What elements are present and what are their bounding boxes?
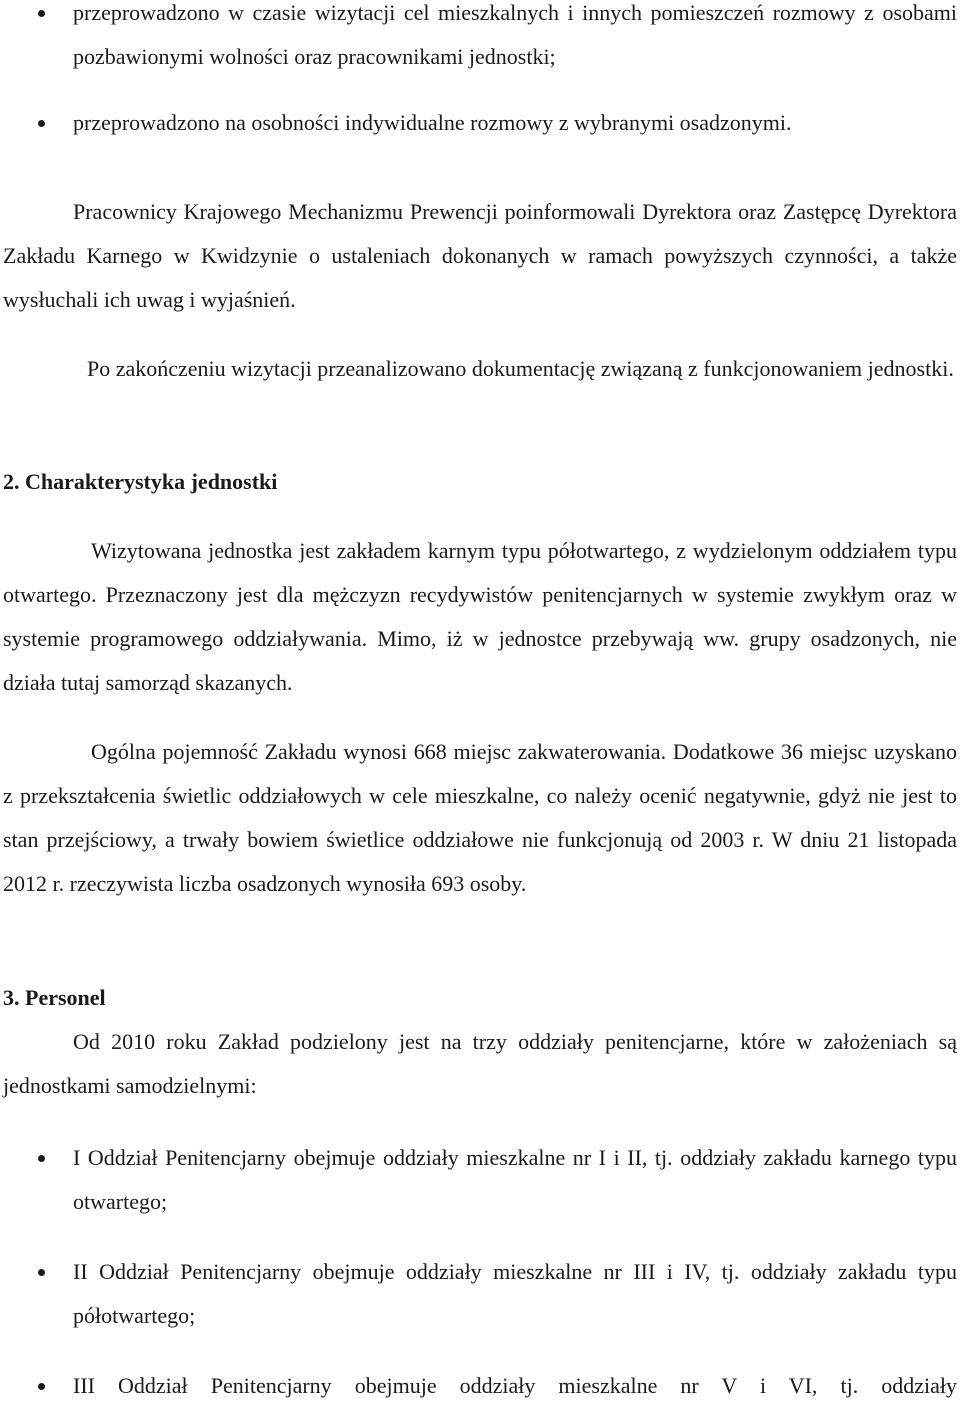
bullet-item: III Oddział Penitencjarny obejmuje oddziały mieszkalne nr V i VI, tj. oddziały (73, 1373, 957, 1398)
bullet-item: przeprowadzono na osobności indywidualne rozmowy z wybranymi osadzonymi. (73, 110, 792, 135)
bullet-item: I Oddział Penitencjarny obejmuje oddziały mieszkalne nr I i II, tj. oddziały zakładu karnego typu otwartego; (73, 1145, 957, 1214)
paragraph (3, 730, 957, 906)
bullet-marker (38, 1155, 45, 1162)
bullet-marker (38, 1383, 45, 1390)
paragraph (3, 1020, 957, 1108)
paragraph-text: Po zakończeniu wizytacji przeanalizowano dokumentację związaną z funkcjonowaniem jednostki. (87, 356, 954, 381)
section-heading: 3. Personel (3, 985, 106, 1010)
paragraph (3, 347, 957, 391)
bullet-item: II Oddział Penitencjarny obejmuje oddziały mieszkalne nr III i IV, tj. oddziały zakładu typu półotwartego; (73, 1259, 957, 1328)
bullet-marker (38, 120, 45, 127)
section-heading: 2. Charakterystyka jednostki (3, 469, 278, 494)
bullet-marker (38, 10, 45, 17)
bullet-marker (38, 1269, 45, 1276)
paragraph-text: Od 2010 roku Zakład podzielony jest na trzy oddziały penitencjarne, które w założeniach są jednostkami samodzielnymi: (3, 1029, 957, 1098)
paragraph-text: Pracownicy Krajowego Mechanizmu Prewencji poinformowali Dyrektora oraz Zastępcę Dyrektora Zakładu Karnego w Kwidzynie o ustaleniach dokonanych w ramach powyższych czynności, a także wysłuchali ich uwag i wyjaśnień. (3, 199, 957, 312)
paragraph (3, 529, 957, 705)
paragraph (3, 190, 957, 322)
paragraph-text: Ogólna pojemność Zakładu wynosi 668 miejsc zakwaterowania. Dodatkowe 36 miejsc uzyskano z przekształcenia świetlic oddziałowych w cele mieszkalne, co należy ocenić negatywnie, gdyż nie jest to stan przejściowy, a trwały bowiem świetlice oddziałowe nie funkcjonują od 2003 r. W dniu 21 listopada 2012 r. rzeczywista liczba osadzonych wynosiła 693 osoby. (3, 739, 957, 896)
paragraph-text: Wizytowana jednostka jest zakładem karnym typu półotwartego, z wydzielonym oddziałem typu otwartego. Przeznaczony jest dla mężczyzn recydywistów penitencjarnych w systemie zwykłym oraz w systemie programowego oddziaływania. Mimo, iż w jednostce przebywają ww. grupy osadzonych, nie działa tutaj samorząd skazanych. (3, 538, 957, 695)
bullet-item: przeprowadzono w czasie wizytacji cel mieszkalnych i innych pomieszczeń rozmowy z osobami pozbawionymi wolności oraz pracownikami jednostki; (73, 0, 957, 69)
